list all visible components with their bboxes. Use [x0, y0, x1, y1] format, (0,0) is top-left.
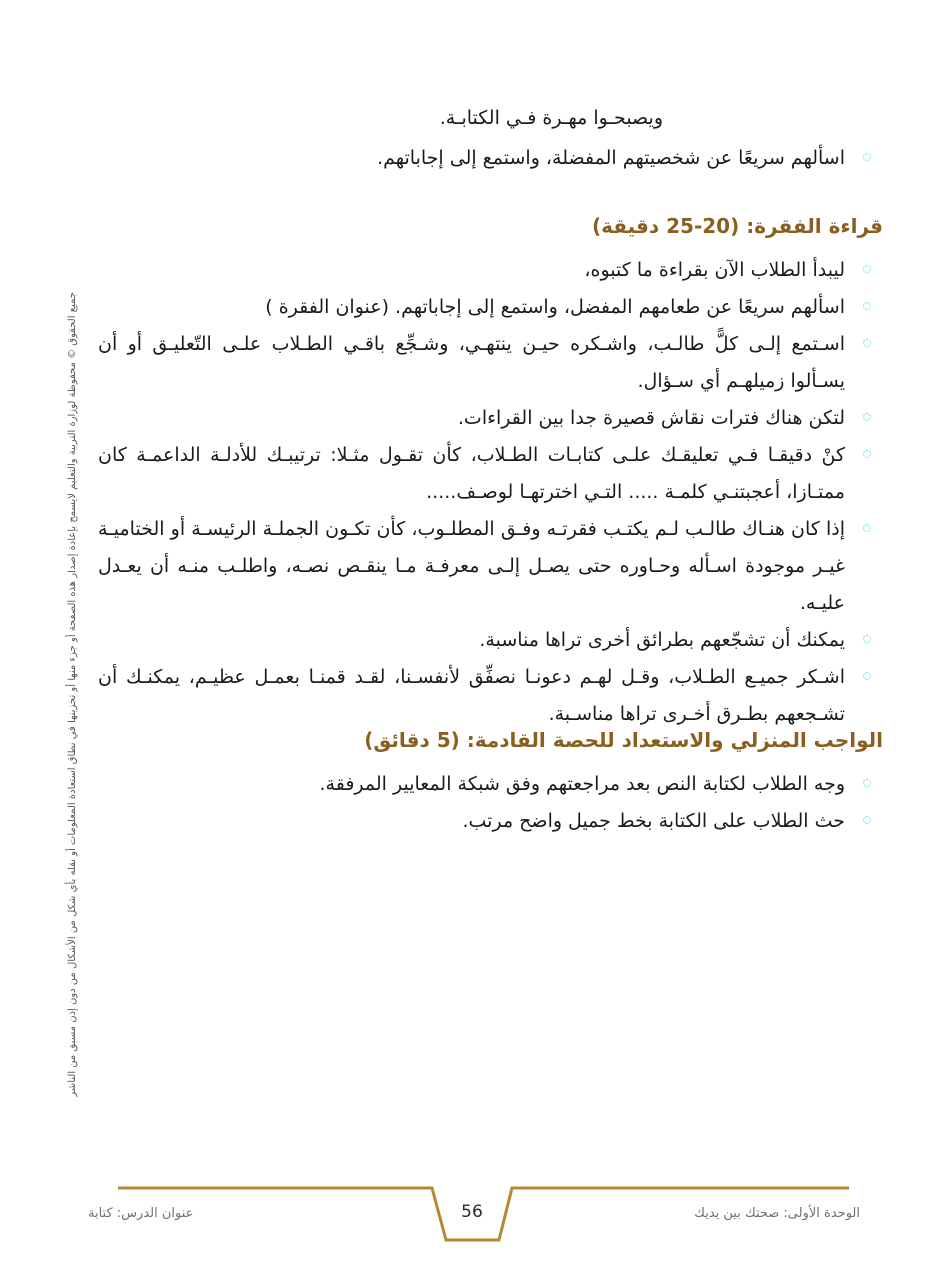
bullet-text: ليبدأ الطلاب الآن بقراءة ما كتبوه، [584, 259, 845, 281]
bullet-circle-icon [863, 265, 871, 273]
bullet-text: حث الطلاب على الكتابة بخط جميل واضح مرتب. [462, 810, 845, 832]
bullet-circle-icon [863, 816, 871, 824]
bullet-text: لتكن هناك فترات نقاش قصيرة جدا بين القراءات. [457, 407, 845, 429]
bullet-circle-icon [863, 302, 871, 310]
list-item [98, 252, 845, 289]
bullet-circle-icon [863, 524, 871, 532]
bullet-text: اشـكر جميـع الطـلاب، وقـل لهـم دعونـا نصفِّق لأنفسـنا، لقـد قمنـا بعمـل عظيـم، يمكنـك أن تشـجعهم بطـرق أخـرى تراها مناسـبة. [98, 666, 845, 725]
bullet-circle-icon [863, 450, 871, 458]
list-item [98, 766, 845, 803]
list-item [98, 622, 845, 659]
list-item [98, 659, 845, 733]
bullet-text: يمكنك أن تشجّعهم بطرائق أخرى تراها مناسبة. [479, 629, 845, 651]
list-item [98, 326, 845, 400]
bullet-text: وجه الطلاب لكتابة النص بعد مراجعتهم وفق شبكة المعايير المرفقة. [319, 773, 845, 795]
homework-bullet-list [98, 766, 845, 840]
footer-unit-title: الوحدة الأولى: صحتك بين يديك [694, 1206, 860, 1221]
bullet-circle-icon [863, 339, 871, 347]
section-heading-homework: الواجب المنزلي والاستعداد للحصة القادمة: (5 دقائق) [364, 728, 883, 752]
intro-bullet-list [98, 140, 845, 177]
bullet-text: كنْ دقيقـا فـي تعليقـك علـى كتابـات الطـلاب، كأن تقـول مثـلا: ترتيبـك للأدلـة الداعمـة كان ممتـازا، أعجبتنـي كلمـة ..... التـي اخترتهـا لوصـف..... [98, 444, 845, 503]
bullet-text: اسألهم سريعًا عن طعامهم المفضل، واستمع إلى إجاباتهم. (عنوان الفقرة ) [265, 296, 845, 318]
page-number: 56 [461, 1202, 483, 1222]
copyright-notice: جميع الحقوق © محفوظة لوزارة التربية والتعليم لايسمح بإعادة إصدار هذه الصفحة أو جزء منها أو تخزينها في نطاق استعادة المعلومات أو نقله بأي شكل من الأشكال من دون إذن مسبق من الناشر [67, 292, 78, 1097]
bullet-circle-icon [863, 413, 871, 421]
bullet-circle-icon [863, 779, 871, 787]
bullet-circle-icon [863, 635, 871, 643]
list-item [98, 511, 845, 622]
section-heading-reading: قراءة الفقرة: (20-25 دقيقة) [591, 214, 883, 238]
list-item [98, 289, 845, 326]
bullet-text: إذا كان هنـاك طالـب لـم يكتـب فقرتـه وفـق المطلـوب، كأن تكـون الجملـة الرئيسـة أو الختاميـة غيـر موجودة اسـأله وحـاوره حتى يصـل إلـى معرفـة مـا ينقـص نصـه، واطلـب منـه أن يعـدل عليـه. [98, 518, 845, 614]
bullet-circle-icon [863, 672, 871, 680]
bullet-text: اسـتمع إلـى كلًّ طالـب، واشـكره حيـن ينتهـي، وشـجِّع باقـي الطـلاب علـى التّعليـق أو أن يسـألوا زميلهـم أي سـؤال. [98, 333, 845, 392]
list-item [98, 400, 845, 437]
list-item [98, 140, 845, 177]
list-item [98, 437, 845, 511]
bullet-text: اسألهم سريعًا عن شخصيتهم المفضلة، واستمع إلى إجاباتهم. [377, 147, 845, 169]
footer-lesson-title: عنوان الدرس: كتابة [88, 1206, 194, 1221]
list-item [98, 803, 845, 840]
reading-bullet-list [98, 252, 845, 733]
bullet-circle-icon [863, 153, 871, 161]
continuation-line: ويصبحـوا مهـرة فـي الكتابـة. [439, 107, 663, 129]
